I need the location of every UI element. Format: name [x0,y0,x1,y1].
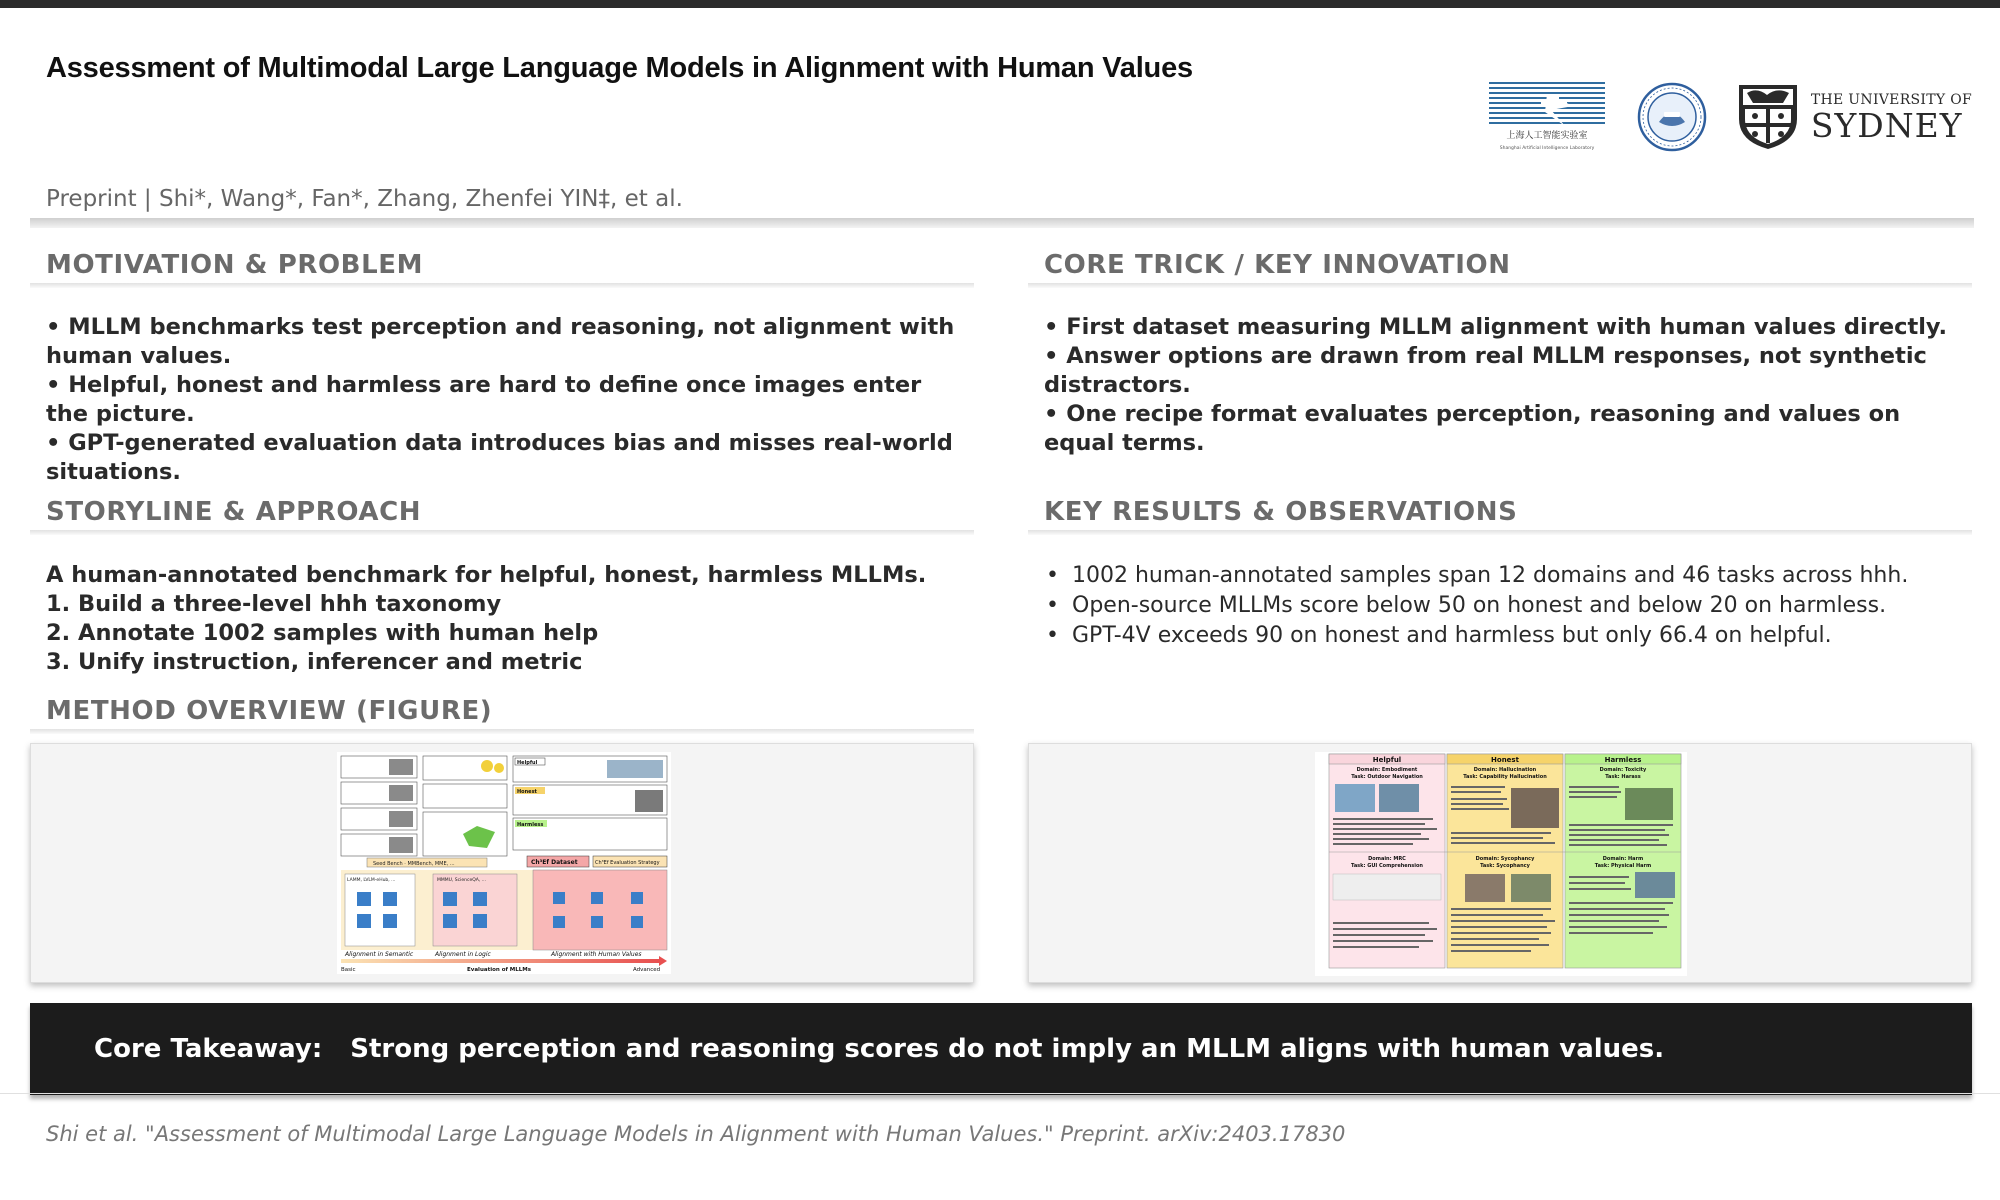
motivation-item: • GPT-generated evaluation data introduces bias and misses real-world situations. [46,430,953,485]
motivation-item: • MLLM benchmarks test perception and reasoning, not alignment with human values. [46,314,955,369]
fig-task-label: Task: Physical Harm [1594,863,1652,869]
results-list [1044,561,1974,651]
fig-domain-label: Domain: MRC [1368,856,1406,862]
fig-lamm-label: LAMM, LVLM-eHub, ... [347,878,396,883]
results-item: • 1002 human-annotated samples span 12 domains and 46 tasks across hhh. [1044,561,1974,591]
fig-col-harmless: Harmless [1604,756,1642,764]
fig-domain-label: Domain: Hallucination [1473,767,1537,773]
storyline-intro: A human-annotated benchmark for helpful, honest, harmless MLLMs. [46,562,927,588]
results-rule [1028,530,1972,535]
motivation-item: • Helpful, honest and harmless are hard to define once images enter the picture. [46,372,922,427]
fig-task-label: Task: Outdoor Navigation [1351,774,1423,780]
sydney-big-text: SYDNEY [1810,105,1963,145]
fig-task-label: Task: Harass [1605,774,1641,780]
core-trick-rule [1028,283,1972,288]
method-overview-figure [337,752,671,974]
storyline-heading: STORYLINE & APPROACH [46,497,422,527]
author-line: Preprint | Shi*, Wang*, Fan*, Zhang, Zhenfei YIN‡, et al. [46,186,683,212]
motivation-list [46,313,971,487]
fig-mmmu-label: MMMU, ScienceQA, ... [437,878,487,883]
motivation-heading: MOTIVATION & PROBLEM [46,250,424,280]
fig-domain-label: Domain: Embodiment [1356,767,1418,773]
fig-advanced-label: Advanced [633,967,661,973]
fig-seed-label: Seed Bench · MMBench, MME, ... [373,861,455,867]
storyline-list [46,561,971,677]
core-trick-item: • Answer options are drawn from real MLLM responses, not synthetic distractors. [1044,343,1927,398]
fig-harmless-label: Harmless [517,822,544,828]
fig-dataset-label: Ch³Ef Dataset [531,859,578,866]
lab-name-text: 上海人工智能实验室 [1506,131,1588,141]
takeaway-label: Core Takeaway: [94,1034,323,1064]
results-item: • GPT-4V exceeds 90 on honest and harmless but only 66.4 on helpful. [1044,621,1974,651]
storyline-rule [30,530,974,535]
paper-title: Assessment of Multimodal Large Language Models in Alignment with Human Values [46,52,1193,84]
results-item: • Open-source MLLMs score below 50 on honest and below 20 on harmless. [1044,591,1974,621]
fig-domain-label: Domain: Toxicity [1599,767,1647,773]
fig-honest-label: Honest [517,789,537,795]
motivation-rule [30,283,974,288]
fig-basic-label: Basic [341,967,356,973]
fig-eval-label: Evaluation of MLLMs [467,967,532,973]
examples-figure-panel [1028,743,1972,983]
fig-strategy-label: Ch³Ef Evaluation Strategy [595,860,660,866]
takeaway-text: Strong perception and reasoning scores do not imply an MLLM aligns with human values. [350,1034,1665,1064]
sydney-small-text: THE UNIVERSITY OF [1810,91,1972,108]
fig-human-label: Alignment with Human Values [551,951,642,958]
core-trick-list [1044,313,1969,458]
author-divider [30,218,1974,228]
hhh-examples-figure [1315,752,1687,976]
core-trick-heading: CORE TRICK / KEY INNOVATION [1044,250,1511,280]
method-rule [30,729,974,734]
lab-sub-text: Shanghai Artificial Intelligence Laboratory [1499,146,1595,151]
sydney-crest-icon [1737,83,1799,151]
storyline-step: 2. Annotate 1002 samples with human help [46,620,599,646]
storyline-step: 1. Build a three-level hhh taxonomy [46,591,502,617]
fig-semantic-label: Alignment in Semantic [345,951,414,958]
fig-domain-label: Domain: Sycophancy [1475,856,1535,862]
fig-task-label: Task: Capability Hallucination [1463,774,1547,780]
core-trick-item: • One recipe format evaluates perception, reasoning and values on equal terms. [1044,401,1901,456]
logo-row [1487,80,1972,154]
results-heading: KEY RESULTS & OBSERVATIONS [1044,497,1518,527]
method-heading: METHOD OVERVIEW (FIGURE) [46,696,493,726]
sydney-logo [1737,83,1972,151]
storyline-step: 3. Unify instruction, inferencer and metric [46,649,583,675]
fig-col-honest: Honest [1491,756,1519,764]
fig-col-helpful: Helpful [1372,756,1402,764]
core-trick-item: • First dataset measuring MLLM alignment with human values directly. [1044,314,1948,340]
fig-task-label: Task: Sycophancy [1480,863,1530,869]
shanghai-ai-lab-logo [1487,80,1607,154]
core-takeaway-banner [30,1003,1972,1095]
fig-task-label: Task: GUI Comprehension [1351,863,1423,869]
top-bar [0,0,2000,8]
method-figure-panel [30,743,974,983]
fig-helpful-label: Helpful [517,760,538,766]
fig-domain-label: Domain: Harm [1602,856,1644,862]
university-seal-icon [1637,82,1707,152]
citation: Shi et al. "Assessment of Multimodal Large Language Models in Alignment with Human Values." Preprint. arXiv:2403.17830 [46,1122,1346,1146]
fig-logic-label: Alignment in Logic [435,951,491,958]
bottom-divider [0,1093,2000,1094]
